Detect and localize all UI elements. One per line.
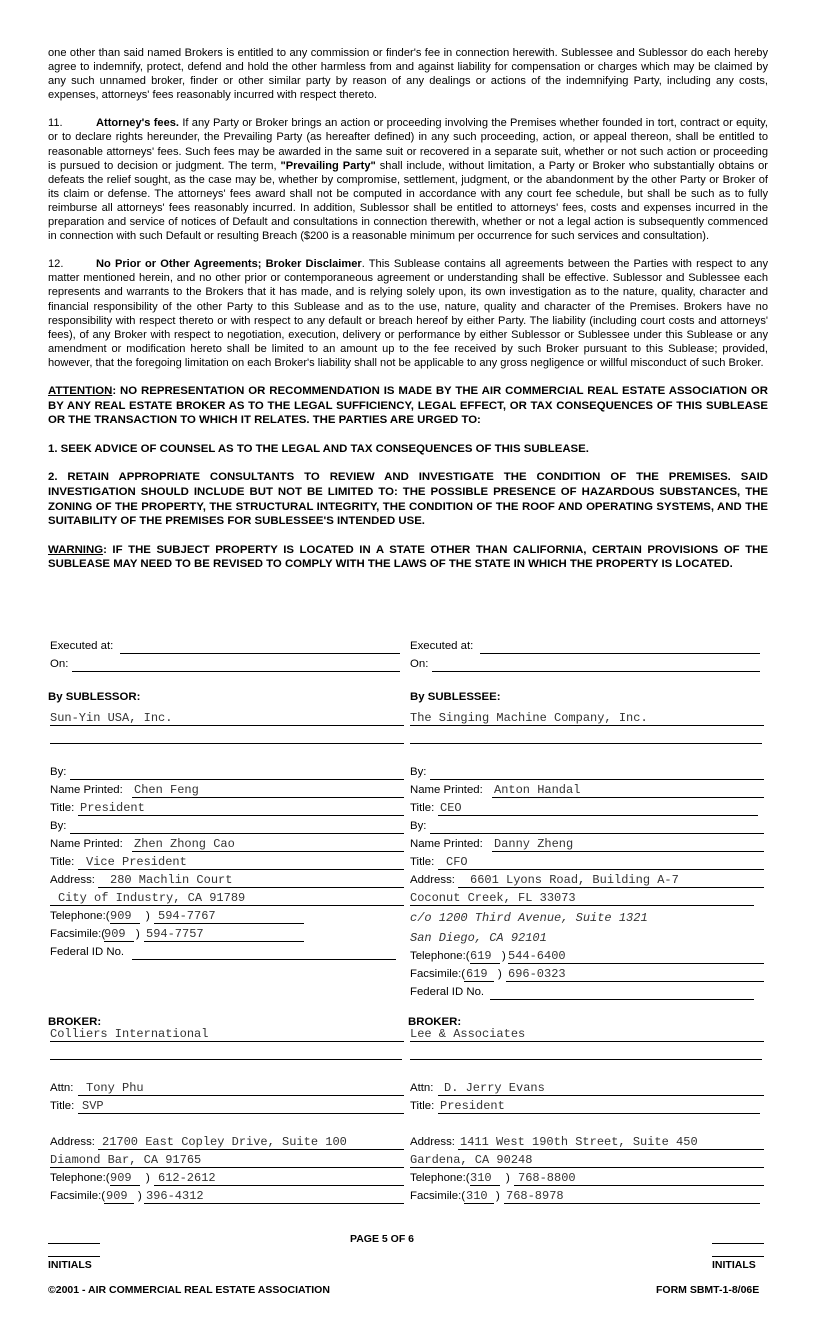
broker-right-fax-area-field[interactable] xyxy=(464,1203,494,1204)
sublessor-federal-id-field[interactable] xyxy=(132,959,396,960)
broker-right-address-row-1: Address: 1411 West 190th Street, Suite 450 xyxy=(408,1132,766,1150)
sublessor-company: Sun-Yin USA, Inc. xyxy=(50,711,173,725)
sublessee-fax-row: Facsimile:( 619 ) 696-0323 xyxy=(408,964,766,982)
warning-text: : IF THE SUBJECT PROPERTY IS LOCATED IN A STATE OTHER THAN CALIFORNIA, CERTAIN PROVISIONS OF THE SUBLEASE MAY NEED TO BE REVISED TO COMPLY WITH THE LAWS OF THE STATE IN WHICH THE PROPERTY IS LOCATED. xyxy=(48,543,768,571)
sublessee-title-row-2: Title: CFO xyxy=(408,852,766,870)
warning-label: WARNING xyxy=(48,543,104,556)
sublessee-address-2: Coconut Creek, FL 33073 xyxy=(410,891,576,905)
broker-left-company: Colliers International xyxy=(50,1027,209,1041)
sublessee-name-2: Danny Zheng xyxy=(494,837,574,851)
sublessor-address-1: 280 Machlin Court xyxy=(110,873,233,887)
sublessor-address-2: City of Industry, CA 91789 xyxy=(58,891,246,905)
sublessee-address-1: 6601 Lyons Road, Building A-7 xyxy=(470,873,679,887)
sublessor-name-row-2: Name Printed: Zhen Zhong Cao xyxy=(48,834,406,852)
broker-right-attn-row: Attn: D. Jerry Evans xyxy=(408,1078,766,1096)
sublessee-company-row-2 xyxy=(408,726,766,744)
broker-left-fax-row: Facsimile:( 909 ) 396-4312 xyxy=(48,1186,406,1204)
prevailing-party-term: "Prevailing Party" xyxy=(280,159,376,172)
broker-left-tel-area: 909 xyxy=(110,1171,132,1185)
attention-text: : NO REPRESENTATION OR RECOMMENDATION IS MADE BY THE AIR COMMERCIAL REAL ESTATE ASSOCIATION OR BY ANY REAL ESTATE BROKER AS TO THE LEGAL SUFFICIENCY, LEGAL EFFECT, OR TAX CONSEQUENCES OF THIS SUBLEASE OR THE TRANSACTION TO WHICH IT RELATES. THE PARTIES ARE URGED TO: xyxy=(48,384,768,427)
broker-left-fax-number: 396-4312 xyxy=(146,1189,204,1203)
paragraph-12-title: No Prior or Other Agreements; Broker Disclaimer xyxy=(96,258,362,271)
sublessor-fax-number: 594-7757 xyxy=(146,927,204,941)
sublessee-company-row xyxy=(408,708,766,726)
copyright-notice: ©2001 - AIR COMMERCIAL REAL ESTATE ASSOCIATION xyxy=(48,1284,330,1296)
sublessee-telephone-row: Telephone:( 619 ) 544-6400 xyxy=(408,946,766,964)
sublessee-signatories xyxy=(408,762,766,1000)
advice-item-2: 2. RETAIN APPROPRIATE CONSULTANTS TO REVIEW AND INVESTIGATE THE CONDITION OF THE PREMISES. SAID INVESTIGATION SHOULD INCLUDE BUT NOT BE LIMITED TO: THE POSSIBLE PRESENCE OF HAZARDOUS SUBSTANCES, THE ZONING OF THE PROPERTY, THE STRUCTURAL INTEGRITY, THE CONDITION OF THE ROOF AND OPERATING SYSTEMS, AND THE SUITABILITY OF THE PREMISES FOR SUBLESSEE'S INTENDED USE. xyxy=(48,471,768,528)
sublessee-federal-id-row: Federal ID No. xyxy=(408,982,766,1000)
paragraph-12 xyxy=(48,257,768,370)
warning-notice xyxy=(48,543,768,572)
broker-right-title-field[interactable] xyxy=(438,1113,760,1114)
paragraph-12-text: . This Sublease contains all agreements between the Parties with respect to any matter mentioned herein, and no other prior or contemporaneous agreement or understanding shall be effective. Sublessor and Sublessee each represents and warrants to the Brokers that it has made, and is relying solely upon, its own investigation as to the nature, quality, character and financial responsibility of the other Party to this Sublease and as to the use, nature, quality and character of the Premises. Brokers have no responsibility with respect thereto or with respect to any default or breach hereof by either Party. The liability (including court costs and attorneys' fees), of any Broker with respect to negotiation, execution, delivery or performance by either Sublessor or Sublessee under this Sublease or any amendment or modification hereto shall be limited to an amount up to the fee received by such Broker pursuant to this Sublease; provided, however, that the foregoing limitation on each Broker's liability shall not be applicable to any gross negligence or willful misconduct of such Broker. xyxy=(48,258,768,369)
by-sublessee-heading: By SUBLESSEE: xyxy=(410,691,501,703)
sublessor-telephone-row: Telephone:( 909 ) 594-7767 xyxy=(48,906,406,924)
attention-notice xyxy=(48,384,768,428)
sublessee-address-row-2 xyxy=(408,888,766,906)
broker-left-address-row-2 xyxy=(48,1150,406,1168)
broker-right-company-row xyxy=(408,1024,766,1042)
executed-at-row-left: Executed at: xyxy=(48,636,406,654)
sublessor-address-row-1: Address: 280 Machlin Court xyxy=(48,870,406,888)
broker-right-company-field-2[interactable] xyxy=(410,1059,762,1060)
paragraph-11-text-b: shall include, without limitation, a Party or Broker who substantially obtains or defeats the relief sought, as the case may be, whether by compromise, settlement, judgment, or the abandonment by the other Party or Broker of its claim or defense. The attorneys' fees award shall not be computed in accordance with any court fee schedule, but shall be such as to fully reimburse all attorneys' fees reasonably incurred. In addition, Sublessor shall be entitled to attorneys' fees, costs and expenses incurred in the preparation and service of notices of Default and consultations in connection therewith, whether or not a legal action is subsequently commenced in connection with such Default or resulting Breach ($200 is a reasonable minimum per occurrence for such services and consultation). xyxy=(48,159,768,243)
broker-left-address-row-1: Address: 21700 East Copley Drive, Suite 100 xyxy=(48,1132,406,1150)
sublessee-handwritten-row-1 xyxy=(408,906,766,926)
initials-line-left-1[interactable] xyxy=(48,1243,100,1244)
sublessee-handwritten-address-1: c/o 1200 Third Avenue, Suite 1321 xyxy=(410,911,648,925)
broker-left-fax-area: 909 xyxy=(106,1189,128,1203)
broker-left-attn-row: Attn: Tony Phu xyxy=(48,1078,406,1096)
sublessee-title-1: CEO xyxy=(440,801,462,815)
broker-left-title-field[interactable] xyxy=(78,1113,404,1114)
broker-left-title-row: Title: SVP xyxy=(48,1096,406,1114)
sublessor-fax-area: 909 xyxy=(104,927,126,941)
broker-right-attn: D. Jerry Evans xyxy=(444,1081,545,1095)
broker-right-telephone-row: Telephone:( 310 ) 768-8800 xyxy=(408,1168,766,1186)
sublessor-company-field-2[interactable] xyxy=(50,743,404,744)
paragraph-11-title: Attorney's fees. xyxy=(96,117,180,130)
advice-item-1: 1. SEEK ADVICE OF COUNSEL AS TO THE LEGAL AND TAX CONSEQUENCES OF THIS SUBLEASE. xyxy=(48,442,589,455)
broker-right-company-row-2 xyxy=(408,1042,766,1060)
sublessor-company-row-2 xyxy=(48,726,406,744)
broker-left-attn: Tony Phu xyxy=(86,1081,144,1095)
on-row-right: On: xyxy=(408,654,766,672)
paragraph-11-text-a: If any Party or Broker brings an action or proceeding involving the Premises whether founded in tort, contract or equity, or to declare rights hereunder, the Prevailing Party (as hereafter defined) in any such proceeding, action, or appeal thereon, shall be entitled to reasonable attorneys' fees. Such fees may be awarded in the same suit or recovered in a separate suit, whether or not such action or proceeding is pursued to decision or judgment. The term, xyxy=(48,117,768,172)
broker-left-tel-number: 612-2612 xyxy=(158,1171,216,1185)
paragraph-10-continued: one other than said named Brokers is entitled to any commission or finder's fee in connection herewith. Sublessee and Sublessor do each hereby agree to indemnify, protect, defend and hold the other harmless from and against liability for compensation or charges which may be claimed by any such unnamed broker, finder or other similar party by reason of any dealings or actions of the indemnifying Party, including any costs, expenses, attorneys' fees reasonably incurred with respect thereto. xyxy=(48,47,768,102)
initials-label-right: INITIALS xyxy=(712,1259,756,1271)
sublessee-fax-area: 619 xyxy=(466,967,488,981)
sublessee-company-field-2[interactable] xyxy=(410,743,762,744)
broker-left-company-row xyxy=(48,1024,406,1042)
broker-left-telephone-row: Telephone:( 909 ) 612-2612 xyxy=(48,1168,406,1186)
sublessor-by-row-2: By: xyxy=(48,816,406,834)
sublessee-handwritten-row-2 xyxy=(408,926,766,946)
broker-left-company-field-2[interactable] xyxy=(50,1059,402,1060)
sublessor-title-row-1: Title: President xyxy=(48,798,406,816)
sublessor-name-2: Zhen Zhong Cao xyxy=(134,837,235,851)
sublessor-by-row-1: By: xyxy=(48,762,406,780)
initials-line-right-2[interactable] xyxy=(712,1256,764,1257)
sublessee-tel-area: 619 xyxy=(470,949,492,963)
broker-left-address-1: 21700 East Copley Drive, Suite 100 xyxy=(102,1135,347,1149)
sublessee-name-row-2: Name Printed: Danny Zheng xyxy=(408,834,766,852)
executed-at-row-right: Executed at: xyxy=(408,636,766,654)
on-field-right[interactable] xyxy=(432,671,760,672)
broker-right-title: President xyxy=(440,1099,505,1113)
initials-line-right-1[interactable] xyxy=(712,1243,764,1244)
sublessee-column xyxy=(408,636,766,998)
broker-right-fax-field[interactable] xyxy=(504,1203,760,1204)
broker-right-tel-area: 310 xyxy=(470,1171,492,1185)
initials-label-left: INITIALS xyxy=(48,1259,92,1271)
broker-right-title-row: Title: President xyxy=(408,1096,766,1114)
sublessor-company-row xyxy=(48,708,406,726)
broker-right-address-1: 1411 West 190th Street, Suite 450 xyxy=(460,1135,698,1149)
sublessee-title-row-1: Title: CEO xyxy=(408,798,766,816)
paragraph-12-number: 12. xyxy=(48,258,64,271)
sublessor-column xyxy=(48,636,406,958)
on-field-left[interactable] xyxy=(72,671,400,672)
sublessee-name-row-1: Name Printed: Anton Handal xyxy=(408,780,766,798)
broker-left-heading: BROKER: xyxy=(48,1016,102,1028)
sublessor-title-row-2: Title: Vice President xyxy=(48,852,406,870)
sublessee-company: The Singing Machine Company, Inc. xyxy=(410,711,648,725)
broker-left-title: SVP xyxy=(82,1099,104,1113)
sublessor-name-1: Chen Feng xyxy=(134,783,199,797)
sublessor-title-2: Vice President xyxy=(86,855,187,869)
page-number: PAGE 5 OF 6 xyxy=(350,1233,414,1245)
sublessee-by-row-2: By: xyxy=(408,816,766,834)
initials-line-left-2[interactable] xyxy=(48,1256,100,1257)
sublessor-fax-row: Facsimile:( 909 ) 594-7757 xyxy=(48,924,406,942)
broker-left-fax-area-field[interactable] xyxy=(104,1203,134,1204)
sublessee-handwritten-address-2: San Diego, CA 92101 xyxy=(410,931,547,945)
sublessee-title-2: CFO xyxy=(446,855,468,869)
broker-right-company: Lee & Associates xyxy=(410,1027,526,1041)
sublessor-name-row-1: Name Printed: Chen Feng xyxy=(48,780,406,798)
broker-right-address-2: Gardena, CA 90248 xyxy=(410,1153,533,1167)
form-number: FORM SBMT-1-8/06E xyxy=(656,1284,760,1296)
broker-right-fax-area: 310 xyxy=(466,1189,488,1203)
broker-left-company-row-2 xyxy=(48,1042,406,1060)
broker-right-address-row-2 xyxy=(408,1150,766,1168)
broker-right-heading: BROKER: xyxy=(408,1016,462,1028)
broker-left-address-2: Diamond Bar, CA 91765 xyxy=(50,1153,202,1167)
sublessor-federal-id-row: Federal ID No. xyxy=(48,942,406,960)
broker-right-fax-row: Facsimile:( 310 ) 768-8978 xyxy=(408,1186,766,1204)
broker-right-tel-number: 768-8800 xyxy=(518,1171,576,1185)
sublessee-tel-number: 544-6400 xyxy=(508,949,566,963)
paragraph-11 xyxy=(48,116,768,243)
sublessee-address-row-1: Address: 6601 Lyons Road, Building A-7 xyxy=(408,870,766,888)
paragraph-11-number: 11. xyxy=(48,117,63,130)
sublessee-fax-number: 696-0323 xyxy=(508,967,566,981)
sublessee-name-1: Anton Handal xyxy=(494,783,581,797)
by-sublessor-heading: By SUBLESSOR: xyxy=(48,691,141,703)
attention-label: ATTENTION xyxy=(48,384,113,397)
document-body xyxy=(48,46,768,572)
sublessor-tel-number: 594-7767 xyxy=(158,909,216,923)
sublessee-by-row-1: By: xyxy=(408,762,766,780)
broker-left-fax-field[interactable] xyxy=(144,1203,404,1204)
sublessor-signatories xyxy=(48,762,406,960)
sublessor-title-1: President xyxy=(80,801,145,815)
sublessee-federal-id-field[interactable] xyxy=(490,999,754,1000)
sublessor-tel-area: 909 xyxy=(110,909,132,923)
sublessor-address-row-2 xyxy=(48,888,406,906)
on-row-left: On: xyxy=(48,654,406,672)
broker-right-fax-number: 768-8978 xyxy=(506,1189,564,1203)
